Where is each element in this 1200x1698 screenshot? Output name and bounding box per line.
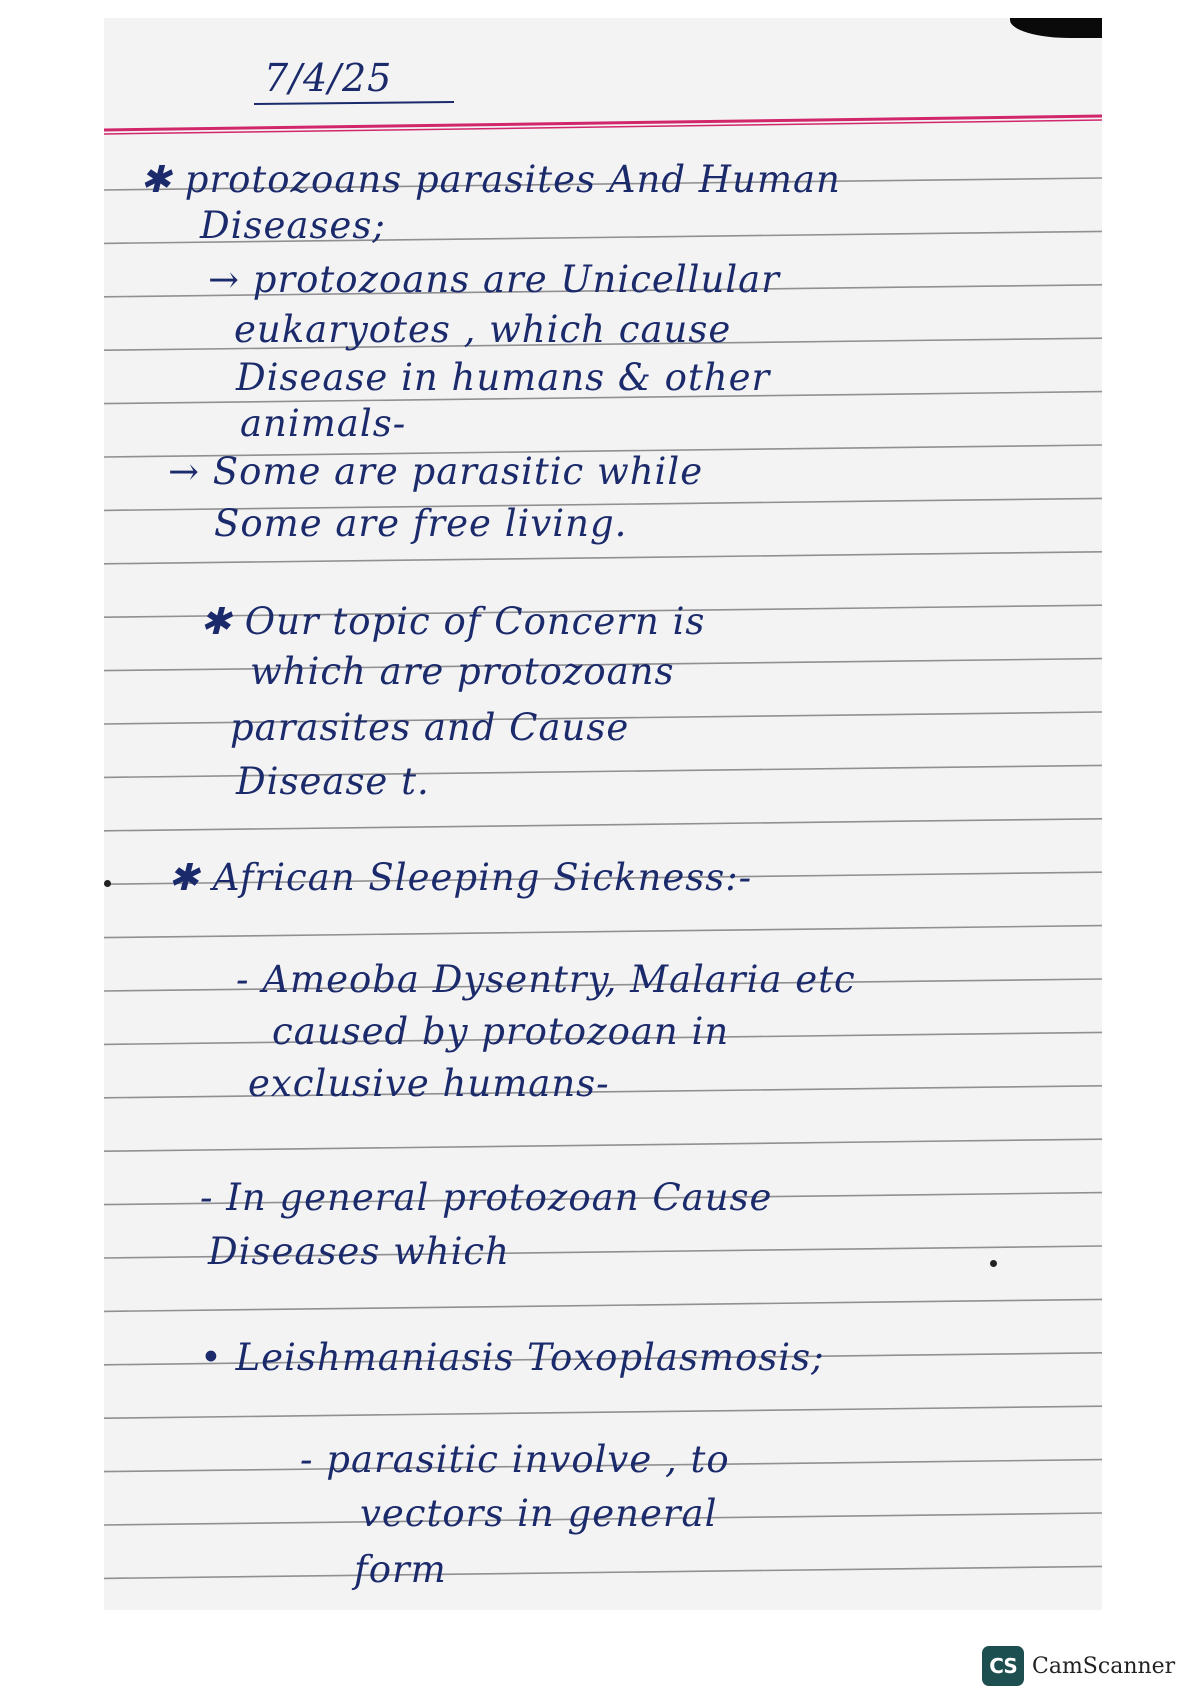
note-line: Some are free living. [214, 502, 628, 545]
camscanner-name: CamScanner [1032, 1653, 1176, 1679]
header-margin-line [104, 116, 1102, 130]
note-line: • Leishmaniasis Toxoplasmosis; [200, 1336, 825, 1379]
ruled-line [104, 1406, 1102, 1418]
note-line: which are protozoans [250, 650, 675, 693]
note-line: - In general protozoan Cause [200, 1176, 773, 1219]
ruled-line [104, 819, 1102, 831]
note-line: Diseases; [200, 204, 386, 247]
ruled-line [104, 552, 1102, 564]
note-date: 7/4/25 [264, 56, 393, 100]
note-line: parasites and Cause [230, 706, 630, 749]
ruled-line [104, 1299, 1102, 1311]
note-line: → Some are parasitic while [168, 450, 704, 493]
note-line: exclusive humans- [248, 1062, 610, 1105]
camscanner-logo-icon: CS [982, 1646, 1024, 1686]
note-line: ✱ African Sleeping Sickness:- [168, 856, 753, 899]
note-line: caused by protozoan in [272, 1010, 730, 1053]
note-line: vectors in general [360, 1492, 718, 1535]
note-line: → protozoans are Unicellular [208, 258, 780, 301]
ruled-line [104, 1139, 1102, 1151]
note-line: Disease t. [236, 760, 430, 803]
note-line: - Ameoba Dysentry, Malaria etc [236, 958, 856, 1001]
note-line: Disease in humans & other [236, 356, 771, 399]
note-line: Diseases which [208, 1230, 510, 1273]
ruled-line [104, 1566, 1102, 1578]
ink-dot [990, 1260, 997, 1267]
notebook-page [104, 18, 1102, 1610]
ruled-line [104, 926, 1102, 938]
note-line: form [354, 1548, 447, 1591]
note-line: eukaryotes , which cause [234, 308, 732, 351]
note-line: - parasitic involve , to [300, 1438, 730, 1481]
note-line: animals- [240, 402, 407, 445]
camscanner-watermark [982, 1646, 1175, 1686]
note-line: ✱ protozoans parasites And Human [140, 158, 841, 201]
note-line: ✱ Our topic of Concern is [200, 600, 706, 643]
ink-dot [104, 880, 111, 887]
